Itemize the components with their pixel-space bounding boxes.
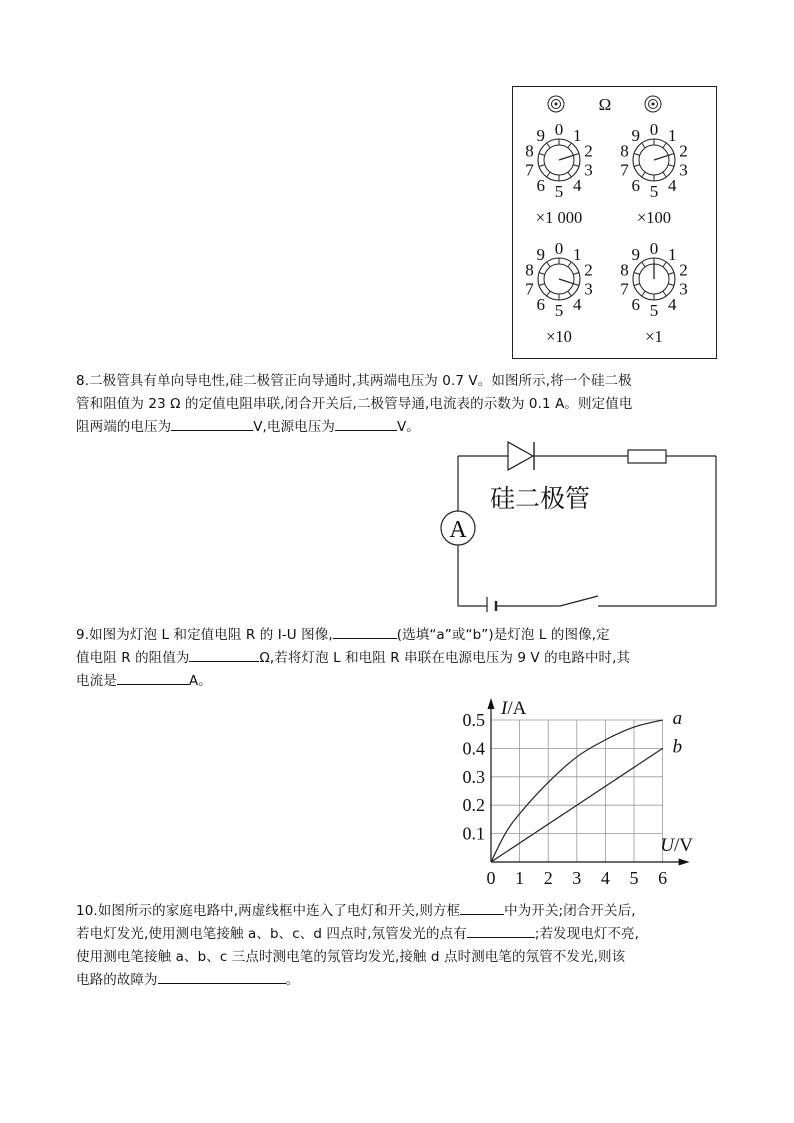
answer-blank-lamp-curve[interactable] [333, 624, 397, 639]
q10-text: 电路的故障为 [76, 972, 158, 988]
dial-digit: 5 [649, 301, 659, 320]
series-b-label: b [672, 736, 683, 758]
dial-digit: 6 [536, 295, 546, 315]
dial-digit: 2 [584, 141, 593, 161]
x-tick-label: 6 [658, 868, 668, 888]
q9-text: A。 [188, 673, 212, 689]
q8-line-2: 管和阻值为 23 Ω 的定值电阻串联,闭合开关后,二极管导通,电流表的示数为 0.1 A。则定值电 [76, 396, 633, 412]
q8-text: V。 [396, 419, 420, 435]
dial-digit: 5 [554, 301, 564, 320]
answer-blank-current[interactable] [117, 670, 189, 685]
switch-icon [560, 596, 598, 606]
dial-digit: 8 [525, 141, 534, 161]
dial-digit: 6 [631, 176, 641, 196]
dial-digit: 1 [572, 125, 582, 145]
y-tick-label: 0.2 [462, 795, 485, 816]
question-10 [76, 900, 724, 992]
resistor-icon [628, 450, 666, 463]
dial-digit: 3 [584, 160, 593, 180]
dial-digit: 8 [620, 260, 629, 280]
dial-multiplier-label: ×100 [636, 208, 672, 227]
x-tick-label: 5 [629, 868, 639, 888]
q9-text: Ω,若将灯泡 L 和电阻 R 串联在电源电压为 9 V 的电路中时,其 [259, 650, 631, 666]
dial-digit: 2 [584, 260, 593, 280]
dial-digit: 7 [525, 160, 534, 180]
dial-digit: 1 [667, 244, 677, 264]
q10-line-2 [76, 923, 724, 946]
dial-digit: 3 [679, 279, 688, 299]
x-tick-label: 0 [486, 868, 496, 888]
q8-line-1: 8.二极管具有单向导电性,硅二极管正向导通时,其两端电压为 0.7 V。如图所示,将一个硅二极 [76, 373, 632, 389]
diode-circuit-figure [430, 436, 720, 612]
resistance-box-figure [512, 86, 717, 360]
dial-digit: 9 [536, 125, 546, 145]
dial-digit: 9 [631, 125, 641, 145]
q8-text: 阻两端的电压为 [76, 419, 172, 435]
battery-icon [487, 597, 496, 612]
dial-digit: 7 [525, 279, 534, 299]
dial-digit: 6 [631, 295, 641, 315]
dial-digit: 8 [525, 260, 534, 280]
q10-line-1 [76, 900, 724, 923]
q10-text: 10.如图所示的家庭电路中,两虚线框中连入了电灯和开关,则方框 [76, 903, 461, 919]
q10-text: 若电灯发光,使用测电笔接触 a、b、c、d 四点时,氖管发光的点有 [76, 926, 467, 942]
dial-digit: 5 [649, 182, 659, 201]
x-axis-label: U/V [660, 835, 693, 856]
dial-digit: 0 [554, 239, 564, 258]
x-axis-arrow-icon [679, 859, 690, 866]
dial-digit: 0 [649, 120, 659, 139]
answer-blank-switch-box[interactable] [460, 900, 504, 915]
ohm-symbol: Ω [598, 95, 612, 114]
dial-digit: 7 [620, 279, 629, 299]
ammeter-icon [441, 511, 475, 545]
dial-multiplier-label: ×1 000 [535, 208, 583, 227]
q9-line-2 [76, 647, 724, 670]
question-8 [76, 370, 724, 439]
x-tick-label: 3 [572, 868, 582, 888]
y-tick-label: 0.3 [462, 766, 485, 787]
circuit-wires [458, 456, 716, 606]
dial-digit: 3 [584, 279, 593, 299]
q10-line-4 [76, 969, 724, 992]
dial-digit: 4 [572, 295, 582, 315]
q9-text: 9.如图为灯泡 L 和定值电阻 R 的 I-U 图像, [76, 627, 333, 643]
dial-digit: 2 [679, 141, 688, 161]
q10-text: 中为开关;闭合开关后, [504, 903, 636, 919]
x-tick-label: 4 [600, 868, 610, 888]
iu-graph [440, 692, 730, 892]
dial-digit: 1 [667, 125, 677, 145]
q9-text: 值电阻 R 的阻值为 [76, 650, 190, 666]
diode-icon [508, 442, 534, 470]
dial-digit: 5 [554, 182, 564, 201]
grid [491, 720, 663, 862]
answer-blank-glowing-points[interactable] [467, 923, 535, 938]
diode-label: 硅二极管 [490, 486, 591, 513]
q9-line-3 [76, 670, 724, 693]
q10-text: 。 [285, 972, 300, 988]
dial-digit: 1 [572, 244, 582, 264]
series-a-label: a [672, 708, 683, 729]
dial-digit: 7 [620, 160, 629, 180]
y-axis-label: I/A [501, 698, 527, 719]
question-9 [76, 624, 724, 693]
x-tick-label: 1 [515, 868, 525, 888]
dial-digit: 0 [554, 120, 564, 139]
dial-multiplier-label: ×10 [546, 327, 572, 346]
answer-blank-fault[interactable] [158, 969, 286, 984]
dial-digit: 9 [536, 244, 546, 264]
dial-digit: 4 [667, 295, 677, 315]
dial-digit: 3 [679, 160, 688, 180]
dial-digit: 0 [649, 239, 659, 258]
dial-digit: 9 [631, 244, 641, 264]
q8-text: V,电源电压为 [253, 419, 335, 435]
q10-text: ;若发现电灯不亮, [534, 926, 640, 942]
dial-digit: 4 [667, 176, 677, 196]
y-tick-label: 0.5 [462, 710, 485, 730]
answer-blank-resistor-voltage[interactable] [171, 416, 253, 431]
q9-line-1 [76, 624, 724, 647]
y-tick-label: 0.4 [462, 738, 485, 759]
ammeter-label: A [449, 517, 467, 543]
y-axis-arrow-icon [488, 698, 495, 709]
x-tick-label: 2 [543, 868, 553, 888]
answer-blank-source-voltage[interactable] [335, 416, 397, 431]
q10-line-3: 使用测电笔接触 a、b、c 三点时测电笔的氖管均发光,接触 d 点时测电笔的氖管不发光,则该 [76, 949, 626, 965]
dial-digit: 4 [572, 176, 582, 196]
dial-digit: 8 [620, 141, 629, 161]
dial-digit: 2 [679, 260, 688, 280]
q9-text: (选填“a”或“b”)是灯泡 L 的图像,定 [396, 627, 610, 643]
dial-digit: 6 [536, 176, 546, 196]
q9-text: 电流是 [76, 673, 117, 689]
answer-blank-resistance[interactable] [189, 647, 259, 662]
y-tick-label: 0.1 [462, 823, 485, 844]
dial-multiplier-label: ×1 [645, 327, 663, 346]
